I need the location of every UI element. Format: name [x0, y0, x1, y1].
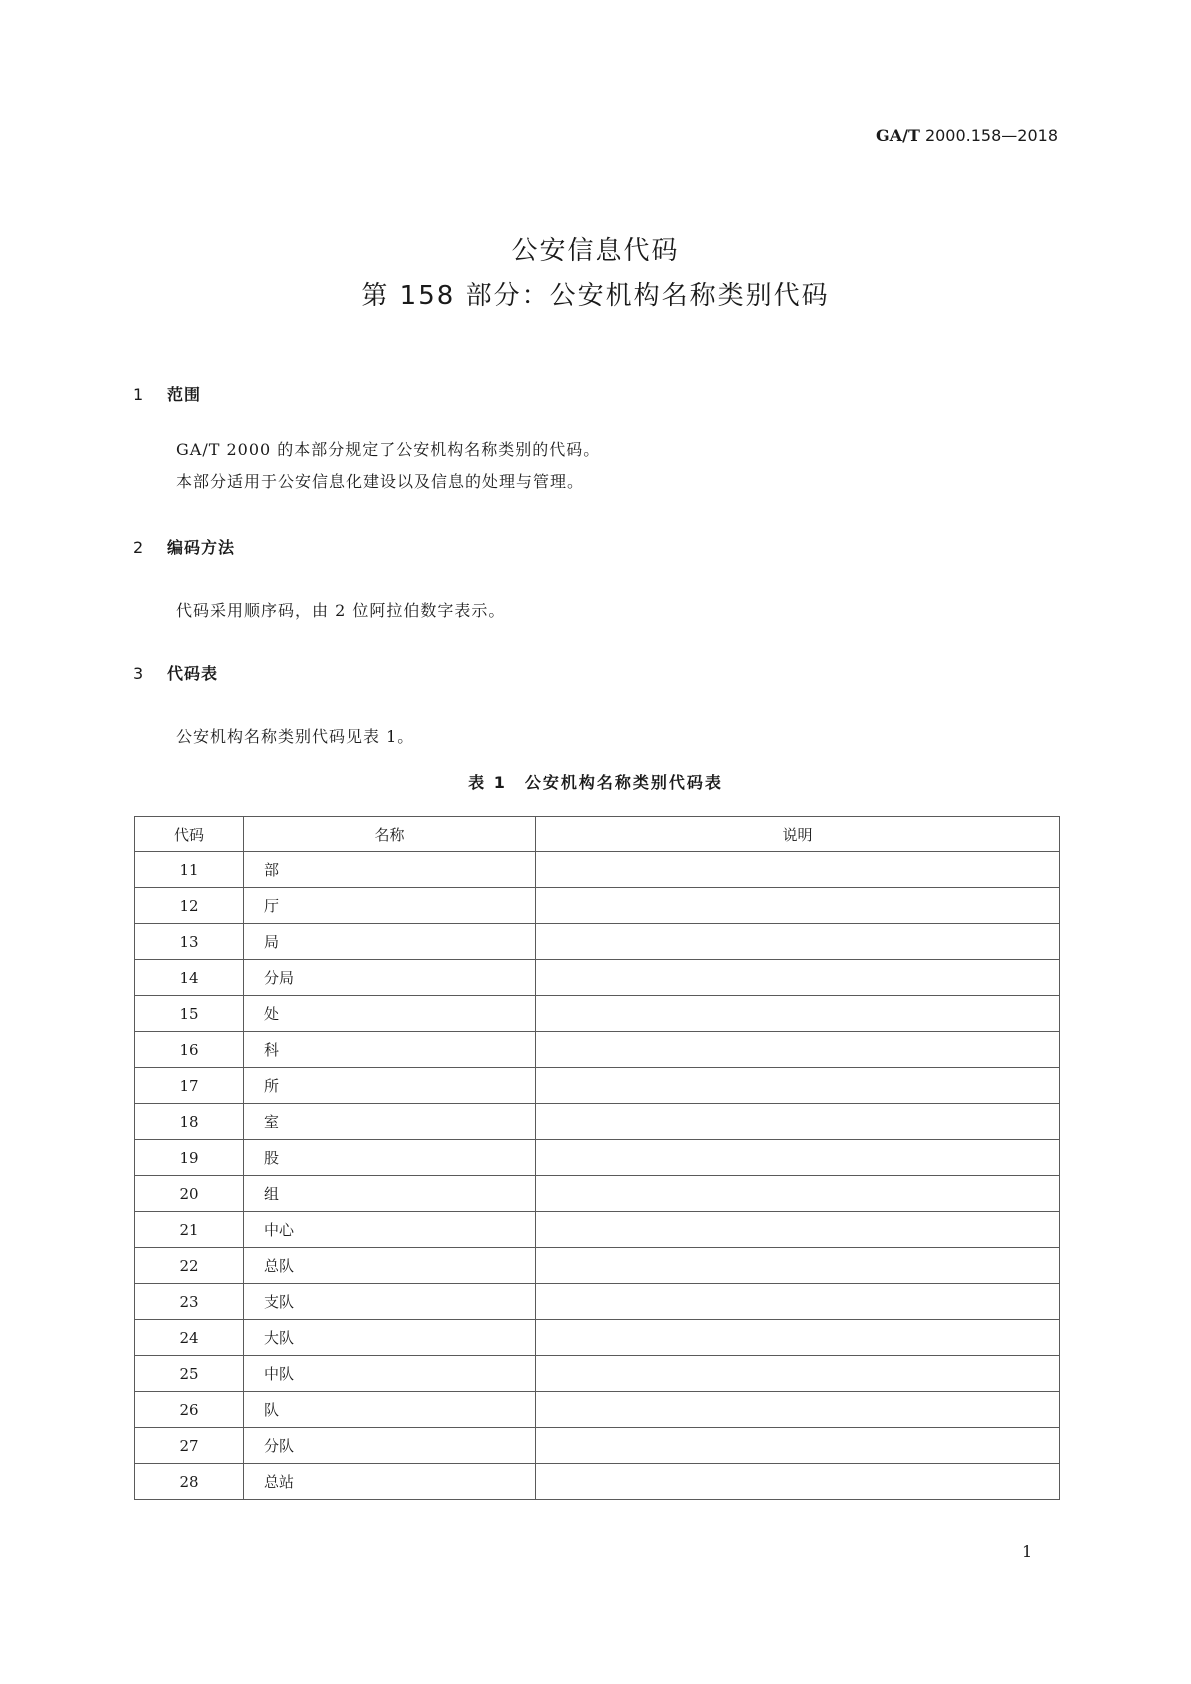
- cell-name: 局: [244, 924, 536, 960]
- table-header-row: [135, 817, 1060, 852]
- cell-description: [536, 1104, 1060, 1140]
- cell-description: [536, 1464, 1060, 1500]
- cell-code: 25: [135, 1356, 244, 1392]
- cell-name: 中心: [244, 1212, 536, 1248]
- table-row: [135, 1212, 1060, 1248]
- cell-name: 中队: [244, 1356, 536, 1392]
- document-subtitle: 第 158 部分：公安机构名称类别代码: [361, 281, 830, 311]
- cell-code: 13: [135, 924, 244, 960]
- cell-description: [536, 960, 1060, 996]
- cell-description: [536, 1176, 1060, 1212]
- cell-code: 18: [135, 1104, 244, 1140]
- cell-description: [536, 1248, 1060, 1284]
- table-body: [135, 852, 1060, 1500]
- section-number: 3: [133, 664, 145, 683]
- cell-name: 所: [244, 1068, 536, 1104]
- scope-paragraph-2: 本部分适用于公安信息化建设以及信息的处理与管理。: [176, 472, 585, 491]
- table-row: [135, 1032, 1060, 1068]
- table-row: [135, 960, 1060, 996]
- cell-description: [536, 1212, 1060, 1248]
- cell-name: 总队: [244, 1248, 536, 1284]
- header-code: 代码: [135, 817, 244, 852]
- cell-name: 部: [244, 852, 536, 888]
- cell-description: [536, 996, 1060, 1032]
- cell-code: 14: [135, 960, 244, 996]
- cell-code: 21: [135, 1212, 244, 1248]
- cell-description: [536, 924, 1060, 960]
- cell-name: 分局: [244, 960, 536, 996]
- section-title: 代码表: [167, 664, 219, 683]
- cell-code: 11: [135, 852, 244, 888]
- cell-code: 28: [135, 1464, 244, 1500]
- cell-code: 15: [135, 996, 244, 1032]
- cell-description: [536, 1140, 1060, 1176]
- cell-name: 支队: [244, 1284, 536, 1320]
- cell-description: [536, 1320, 1060, 1356]
- section-number: 2: [133, 538, 145, 557]
- cell-code: 20: [135, 1176, 244, 1212]
- cell-name: 组: [244, 1176, 536, 1212]
- cell-name: 室: [244, 1104, 536, 1140]
- document-id: [876, 126, 1058, 145]
- cell-code: 24: [135, 1320, 244, 1356]
- cell-name: 股: [244, 1140, 536, 1176]
- cell-code: 19: [135, 1140, 244, 1176]
- cell-code: 23: [135, 1284, 244, 1320]
- cell-name: 处: [244, 996, 536, 1032]
- table-row: [135, 1284, 1060, 1320]
- table-row: [135, 1140, 1060, 1176]
- table-row: [135, 1068, 1060, 1104]
- cell-name: 分队: [244, 1428, 536, 1464]
- section-heading-code-table: [133, 661, 218, 684]
- section-heading-coding-method: [133, 535, 235, 558]
- cell-name: 队: [244, 1392, 536, 1428]
- table-row: [135, 1176, 1060, 1212]
- code-table: [134, 816, 1060, 1500]
- table-row: [135, 1104, 1060, 1140]
- cell-description: [536, 888, 1060, 924]
- table-row: [135, 1320, 1060, 1356]
- table-row: [135, 1464, 1060, 1500]
- cell-code: 26: [135, 1392, 244, 1428]
- code-table-paragraph: 公安机构名称类别代码见表 1。: [176, 727, 415, 746]
- cell-description: [536, 1428, 1060, 1464]
- scope-paragraph-1: GA/T 2000 的本部分规定了公安机构名称类别的代码。: [176, 440, 601, 459]
- cell-description: [536, 1032, 1060, 1068]
- table-caption: 表 1 公安机构名称类别代码表: [468, 773, 723, 792]
- section-number: 1: [133, 385, 145, 404]
- cell-description: [536, 1356, 1060, 1392]
- header-name: 名称: [244, 817, 536, 852]
- cell-description: [536, 852, 1060, 888]
- cell-name: 厅: [244, 888, 536, 924]
- table-row: [135, 1428, 1060, 1464]
- section-title: 编码方法: [167, 538, 236, 557]
- cell-name: 总站: [244, 1464, 536, 1500]
- table-row: [135, 888, 1060, 924]
- cell-name: 大队: [244, 1320, 536, 1356]
- section-title: 范围: [167, 385, 202, 404]
- table-row: [135, 996, 1060, 1032]
- table-row: [135, 1356, 1060, 1392]
- cell-description: [536, 1392, 1060, 1428]
- section-heading-scope: [133, 382, 201, 405]
- cell-code: 22: [135, 1248, 244, 1284]
- cell-code: 17: [135, 1068, 244, 1104]
- cell-code: 27: [135, 1428, 244, 1464]
- header-description: 说明: [536, 817, 1060, 852]
- cell-name: 科: [244, 1032, 536, 1068]
- coding-method-paragraph: 代码采用顺序码，由 2 位阿拉伯数字表示。: [176, 601, 506, 620]
- document-title: 公安信息代码: [511, 236, 680, 266]
- cell-description: [536, 1068, 1060, 1104]
- document-number: 2000.158—2018: [924, 126, 1058, 145]
- cell-code: 12: [135, 888, 244, 924]
- document-prefix: GA/T: [876, 126, 920, 145]
- table-row: [135, 852, 1060, 888]
- table-row: [135, 924, 1060, 960]
- table-row: [135, 1392, 1060, 1428]
- page-number: 1: [1022, 1542, 1033, 1561]
- cell-description: [536, 1284, 1060, 1320]
- cell-code: 16: [135, 1032, 244, 1068]
- table-row: [135, 1248, 1060, 1284]
